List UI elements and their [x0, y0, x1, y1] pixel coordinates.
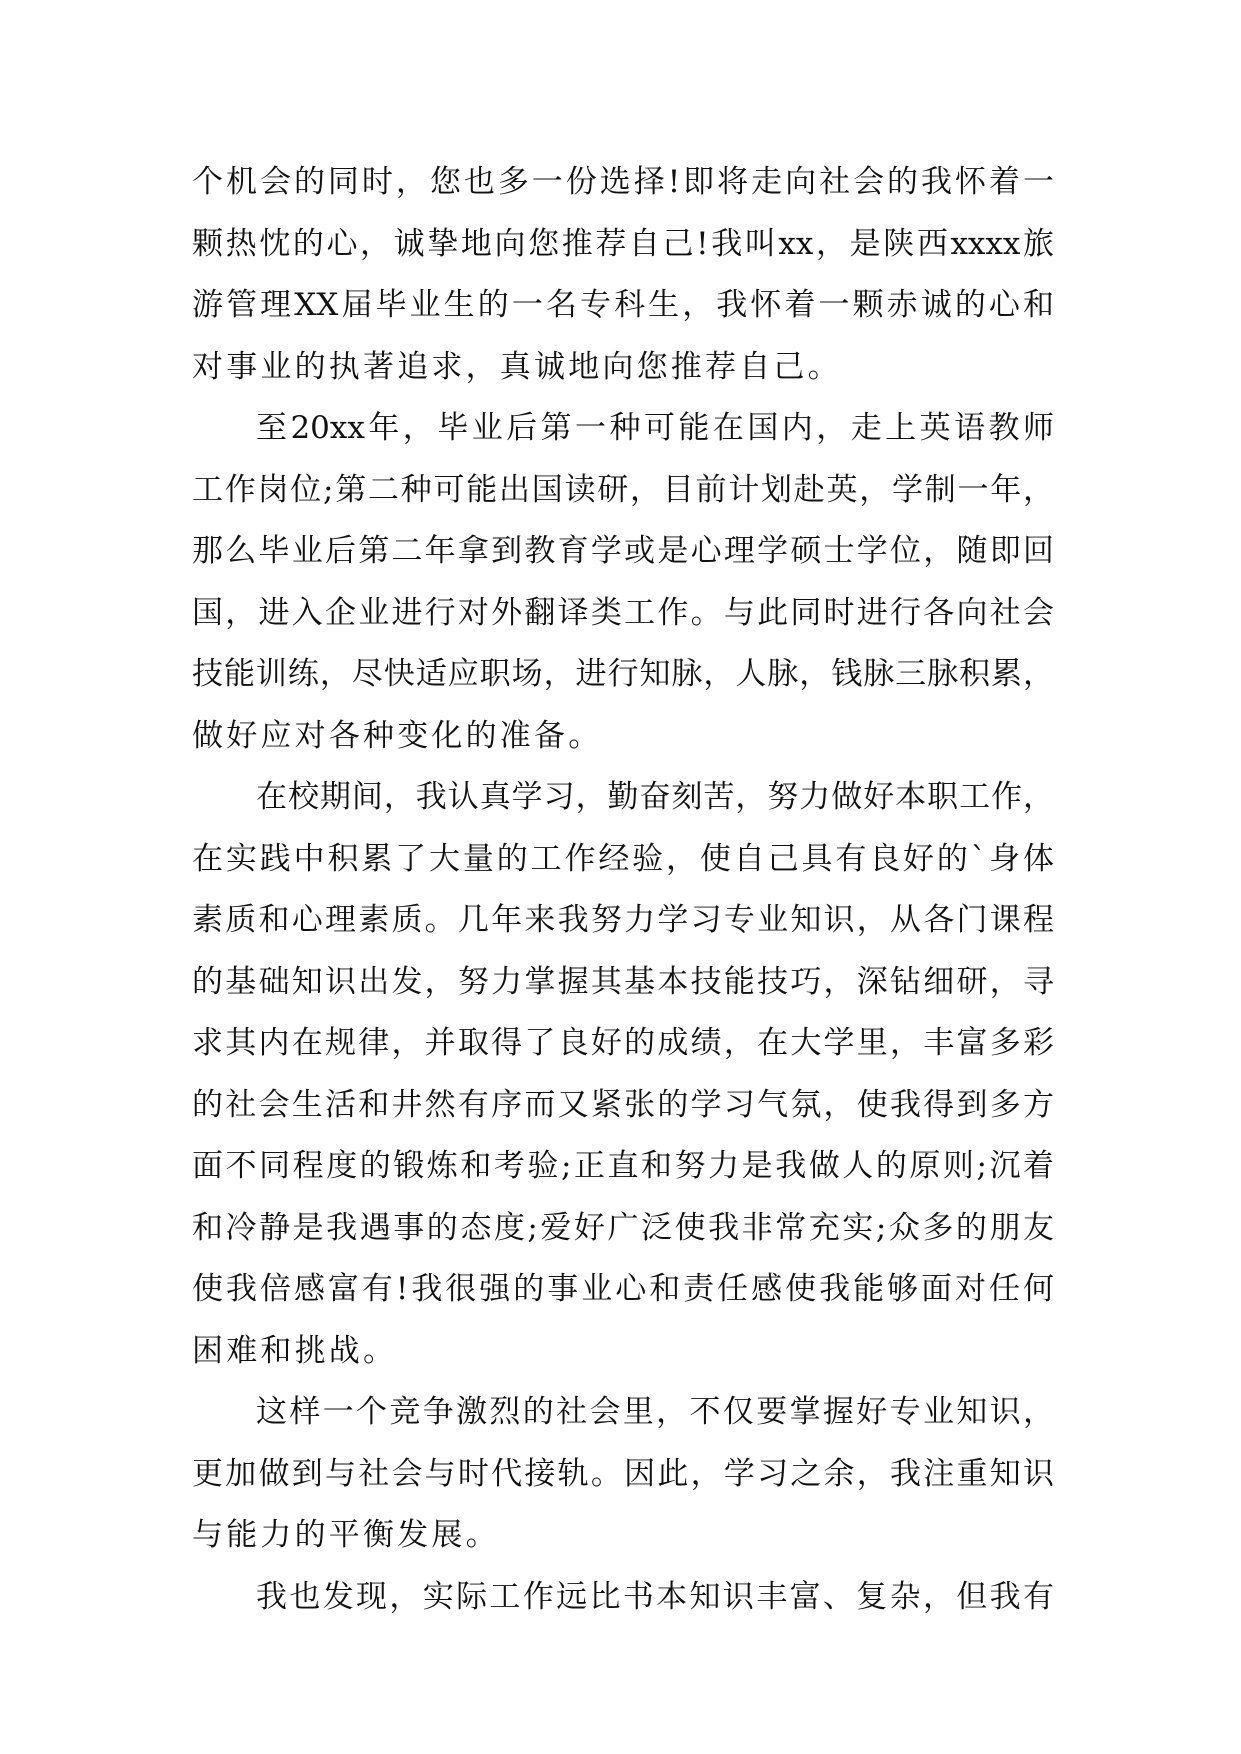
text-line: 颗热忱的心，诚挚地向您推荐自己!我叫xx，是陕西xxxx旅 — [192, 225, 1054, 262]
text-line: 工作岗位;第二种可能出国读研，目前计划赴英，学制一年， — [192, 471, 1054, 508]
text-line: 困难和挑战。 — [192, 1332, 398, 1369]
text-line: 个机会的同时，您也多一份选择!即将走向社会的我怀着一 — [192, 164, 1054, 200]
text-line: 那么毕业后第二年拿到教育学或是心理学硕士学位，随即回 — [192, 533, 1054, 569]
text-line: 在实践中积累了大量的工作经验，使自己具有良好的`身体 — [192, 840, 1054, 877]
text-line: 使我倍感富有!我很强的事业心和责任感使我能够面对任何 — [192, 1271, 1054, 1307]
text-line: 求其内在规律，并取得了良好的成绩，在大学里，丰富多彩 — [192, 1025, 1054, 1061]
text-line: 的社会生活和井然有序而又紧张的学习气氛，使我得到多方 — [192, 1086, 1054, 1123]
text-line: 国，进入企业进行对外翻译类工作。与此同时进行各向社会 — [192, 594, 1054, 631]
document-body — [192, 152, 1054, 1628]
text-line: 我也发现，实际工作远比书本知识丰富、复杂，但我有 — [256, 1578, 1054, 1615]
paragraph — [192, 767, 1054, 1382]
text-line: 面不同程度的锻炼和考验;正直和努力是我做人的原则;沉着 — [192, 1148, 1054, 1184]
text-line: 更加做到与社会与时代接轨。因此，学习之余，我注重知识 — [192, 1455, 1054, 1492]
text-line: 的基础知识出发，努力掌握其基本技能技巧，深钻细研，寻 — [192, 963, 1054, 1000]
text-line: 做好应对各种变化的准备。 — [192, 717, 603, 754]
text-line: 游管理XX届毕业生的一名专科生，我怀着一颗赤诚的心和 — [192, 287, 1054, 323]
paragraph — [192, 1382, 1054, 1567]
text-line: 在校期间，我认真学习，勤奋刻苦，努力做好本职工作， — [256, 779, 1054, 815]
text-line: 和冷静是我遇事的态度;爱好广泛使我非常充实;众多的朋友 — [192, 1209, 1054, 1246]
paragraph — [192, 398, 1054, 767]
paragraph — [192, 1567, 1054, 1629]
text-line: 技能训练，尽快适应职场，进行知脉，人脉，钱脉三脉积累， — [192, 656, 1054, 692]
text-line: 至20xx年，毕业后第一种可能在国内，走上英语教师 — [256, 410, 1054, 446]
text-line: 素质和心理素质。几年来我努力学习专业知识，从各门课程 — [192, 902, 1054, 938]
paragraph — [192, 152, 1054, 398]
text-line: 这样一个竞争激烈的社会里，不仅要掌握好专业知识， — [256, 1394, 1054, 1430]
text-line: 与能力的平衡发展。 — [192, 1517, 500, 1553]
text-line: 对事业的执著追求，真诚地向您推荐自己。 — [192, 348, 842, 385]
